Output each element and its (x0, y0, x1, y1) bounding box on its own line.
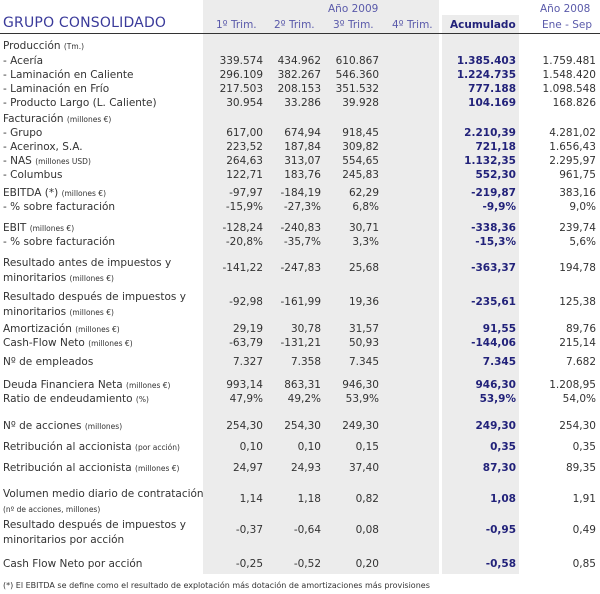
cell-q1: -63,79 (229, 337, 263, 349)
row-label-text: - % sobre facturación (3, 201, 116, 213)
cell-y2008: 239,74 (559, 222, 596, 234)
cell-q2: 674,94 (284, 127, 321, 139)
row-label (3, 323, 120, 335)
row-label-text: Resultado después de impuestos y (3, 291, 186, 303)
row-unit: (millones) (84, 422, 123, 431)
cell-q2: 434.962 (277, 55, 321, 67)
cell-q3: 25,68 (348, 262, 379, 274)
row-label (3, 97, 157, 109)
cell-y2008: 194,78 (559, 262, 596, 274)
cell-acc: -219,87 (471, 187, 516, 199)
cell-q3: 554,65 (342, 155, 379, 167)
cell-acc: 777.188 (468, 83, 516, 95)
cell-q2: -161,99 (280, 296, 321, 308)
cell-y2008: 4.281,02 (549, 127, 596, 139)
col-2008-header: Ene - Sep (542, 19, 593, 31)
cell-y2008: 254,30 (559, 420, 596, 432)
row-label-text: - NAS (3, 155, 32, 167)
cell-acc: -9,9% (482, 201, 516, 213)
cell-y2008: 1.548.420 (542, 69, 596, 81)
cell-q2: 33.286 (284, 97, 321, 109)
cell-acc: -144,06 (471, 337, 516, 349)
cell-q1: -0,37 (235, 524, 263, 536)
cell-acc: -15,3% (475, 236, 516, 248)
cell-q3: 546.360 (335, 69, 379, 81)
row-label-text: - Laminación en Frío (3, 83, 110, 95)
row-label-text: Amortización (3, 323, 72, 335)
cell-acc: 552,30 (475, 169, 516, 181)
cell-q3: 249,30 (342, 420, 379, 432)
row-label (3, 55, 43, 67)
row-label (3, 379, 170, 391)
cell-y2008: 961,75 (559, 169, 596, 181)
row-unit: (millones €) (61, 189, 106, 198)
cell-q1: 264,63 (226, 155, 263, 167)
row-label-text: Cash-Flow Neto (3, 337, 85, 349)
cell-y2008: 5,6% (569, 236, 596, 248)
row-unit: (millones €) (75, 325, 120, 334)
cell-q1: 1,14 (239, 493, 263, 505)
cell-y2008: 383,16 (559, 187, 596, 199)
row-unit: (Tm.) (63, 42, 84, 51)
cell-acc: 1.132,35 (464, 155, 516, 167)
cell-q3: 351.532 (335, 83, 379, 95)
cell-q2: 7.358 (290, 356, 321, 368)
cell-q2: -247,83 (280, 262, 321, 274)
cell-q2: 49,2% (287, 393, 321, 405)
cell-q1: 122,71 (226, 169, 263, 181)
cell-q1: -97,97 (229, 187, 263, 199)
row-label (3, 356, 93, 368)
cell-q2: -184,19 (280, 187, 321, 199)
row-label (3, 487, 204, 517)
cell-q2: -240,83 (280, 222, 321, 234)
cell-acc: 946,30 (475, 379, 516, 391)
row-unit: (nº de acciones, millones) (3, 505, 101, 514)
cell-q3: 31,57 (348, 323, 379, 335)
row-label (3, 141, 83, 153)
cell-acc: 87,30 (482, 462, 516, 474)
row-unit: (millones €) (135, 464, 180, 473)
cell-y2008: 1.098.548 (542, 83, 596, 95)
row-label (3, 169, 62, 181)
row-label-text: - Acerinox, S.A. (3, 141, 83, 153)
row-label-text-line2: minoritarios por acción (3, 534, 125, 546)
row-label (3, 113, 111, 125)
row-label-text: - Producto Largo (L. Caliente) (3, 97, 157, 109)
cell-acc: -0,58 (485, 558, 516, 570)
row-label-text: Volumen medio diario de contratación (3, 488, 204, 500)
row-label (3, 337, 133, 349)
cell-q2: 254,30 (284, 420, 321, 432)
cell-q3: 0,82 (355, 493, 379, 505)
cell-y2008: 1.208,95 (549, 379, 596, 391)
cell-q3: 39.928 (342, 97, 379, 109)
row-label-text: Cash Flow Neto por acción (3, 558, 143, 570)
row-label-text: Resultado antes de impuestos y (3, 257, 172, 269)
cell-acc: -363,37 (471, 262, 516, 274)
cell-q1: -92,98 (229, 296, 263, 308)
cell-q2: 1,18 (297, 493, 321, 505)
row-label-text: Facturación (3, 113, 64, 125)
cell-y2008: 89,35 (565, 462, 596, 474)
row-label-text: EBITDA (*) (3, 187, 59, 199)
row-label-text: Deuda Financiera Neta (3, 379, 123, 391)
page-title: GRUPO CONSOLIDADO (3, 15, 167, 31)
cell-q1: -20,8% (225, 236, 263, 248)
cell-q3: 3,3% (352, 236, 379, 248)
year-2009-header: Año 2009 (328, 3, 379, 15)
cell-y2008: 0,85 (572, 558, 596, 570)
cell-q1: 339.574 (219, 55, 263, 67)
row-label-text: - % sobre facturación (3, 236, 116, 248)
cell-q1: 7.327 (232, 356, 263, 368)
cell-q1: 993,14 (226, 379, 263, 391)
row-label (3, 127, 42, 139)
cell-y2008: 9,0% (569, 201, 596, 213)
cell-q3: 946,30 (342, 379, 379, 391)
cell-y2008: 168.826 (552, 97, 596, 109)
row-label (3, 222, 74, 234)
row-label (3, 155, 91, 167)
cell-q3: 30,71 (348, 222, 379, 234)
col-q1-header: 1º Trim. (216, 19, 257, 31)
cell-q3: 50,93 (348, 337, 379, 349)
row-label (3, 40, 84, 52)
cell-y2008: 1.759.481 (542, 55, 596, 67)
row-label-text: EBIT (3, 222, 27, 234)
row-label (3, 462, 179, 474)
cell-q1: -0,25 (235, 558, 263, 570)
row-label (3, 236, 115, 248)
row-label-text-line2: minoritarios (3, 306, 67, 318)
row-label-text: Resultado después de impuestos y (3, 519, 186, 531)
row-label-text: Retribución al accionista (3, 462, 132, 474)
row-unit: (%) (135, 395, 149, 404)
cell-acc: 0,35 (490, 441, 516, 453)
cell-q1: 617,00 (226, 127, 263, 139)
col-q3-header: 3º Trim. (333, 19, 374, 31)
cell-q3: 37,40 (348, 462, 379, 474)
cell-q2: 30,78 (290, 323, 321, 335)
cell-q2: 313,07 (284, 155, 321, 167)
cell-q1: 254,30 (226, 420, 263, 432)
row-label (3, 420, 122, 432)
cell-q2: 0,10 (297, 441, 321, 453)
cell-q3: 918,45 (342, 127, 379, 139)
cell-q2: -131,21 (280, 337, 321, 349)
cell-q3: 6,8% (352, 201, 379, 213)
cell-q2: 863,31 (284, 379, 321, 391)
row-label-text: - Grupo (3, 127, 43, 139)
cell-q3: 53,9% (345, 393, 379, 405)
cell-acc: -338,36 (471, 222, 516, 234)
header-divider (0, 33, 600, 34)
row-label-text: - Laminación en Caliente (3, 69, 134, 81)
row-label (3, 69, 134, 81)
cell-q1: 217.503 (219, 83, 263, 95)
cell-q3: 610.867 (335, 55, 379, 67)
cell-q2: 382.267 (277, 69, 321, 81)
cell-q2: 187,84 (284, 141, 321, 153)
row-label (3, 558, 142, 570)
row-label (3, 290, 186, 320)
cell-acc: 1,08 (490, 493, 516, 505)
row-label-text: Producción (3, 40, 61, 52)
cell-q2: -35,7% (283, 236, 321, 248)
cell-acc: 91,55 (482, 323, 516, 335)
row-label (3, 201, 115, 213)
cell-y2008: 0,35 (572, 441, 596, 453)
cell-acc: 721,18 (475, 141, 516, 153)
cell-q1: -141,22 (222, 262, 263, 274)
row-unit: (millones USD) (35, 157, 91, 166)
row-unit: (millones €) (126, 381, 171, 390)
cell-q3: 62,29 (348, 187, 379, 199)
row-label (3, 187, 106, 199)
cell-q3: 19,36 (348, 296, 379, 308)
cell-q1: 296.109 (219, 69, 263, 81)
cell-acc: 1.385.403 (456, 55, 516, 67)
row-unit: (millones €) (29, 224, 75, 233)
row-unit: (por acción) (135, 443, 180, 452)
cell-acc: 53,9% (479, 393, 516, 405)
row-label (3, 518, 186, 548)
cell-q1: 29,19 (232, 323, 263, 335)
cell-q1: 24,97 (232, 462, 263, 474)
cell-y2008: 0,49 (572, 524, 596, 536)
cell-y2008: 2.295,97 (549, 155, 596, 167)
row-label-text: - Columbus (3, 169, 63, 181)
cell-acc: 1.224.735 (456, 69, 516, 81)
cell-q3: 0,15 (355, 441, 379, 453)
row-label-text: Retribución al accionista (3, 441, 132, 453)
cell-q1: -128,24 (222, 222, 263, 234)
col-q4-header: 4º Trim. (392, 19, 433, 31)
cell-acc: 104.169 (468, 97, 516, 109)
cell-q2: 183,76 (284, 169, 321, 181)
cell-y2008: 89,76 (565, 323, 596, 335)
cell-q1: 0,10 (239, 441, 263, 453)
row-unit: (millones €) (69, 274, 114, 283)
row-label (3, 441, 180, 453)
cell-q3: 0,08 (355, 524, 379, 536)
cell-y2008: 1.656,43 (549, 141, 596, 153)
cell-acc: 249,30 (475, 420, 516, 432)
cell-acc: -0,95 (485, 524, 516, 536)
cell-y2008: 215,14 (559, 337, 596, 349)
row-unit: (millones €) (69, 308, 114, 317)
row-unit: (millones €) (66, 115, 112, 124)
cell-q1: 223,52 (226, 141, 263, 153)
row-unit: (millones €) (88, 339, 133, 348)
footnote: (*) El EBITDA se define como el resultado de explotación más dotación de amortizaciones más provisiones (3, 581, 430, 590)
row-label (3, 83, 109, 95)
row-label-text: - Acería (3, 55, 44, 67)
row-label (3, 256, 171, 286)
row-label-text-line2: minoritarios (3, 272, 67, 284)
cell-y2008: 125,38 (559, 296, 596, 308)
cell-q1: 30.954 (226, 97, 263, 109)
cell-q2: -27,3% (283, 201, 321, 213)
cell-q2: 208.153 (277, 83, 321, 95)
cell-q1: -15,9% (225, 201, 263, 213)
cell-q3: 245,83 (342, 169, 379, 181)
cell-q2: -0,52 (293, 558, 321, 570)
row-label (3, 393, 149, 405)
year-2008-header: Año 2008 (540, 3, 591, 15)
row-label-text: Ratio de endeudamiento (3, 393, 133, 405)
cell-acc: 7.345 (482, 356, 516, 368)
row-label-text: Nº de acciones (3, 420, 82, 432)
cell-q3: 0,20 (355, 558, 379, 570)
cell-q2: 24,93 (290, 462, 321, 474)
col-accumulated-header: Acumulado (450, 19, 516, 31)
cell-acc: 2.210,39 (464, 127, 516, 139)
cell-y2008: 54,0% (562, 393, 596, 405)
cell-q2: -0,64 (293, 524, 321, 536)
cell-y2008: 1,91 (572, 493, 596, 505)
cell-acc: -235,61 (471, 296, 516, 308)
cell-q3: 309,82 (342, 141, 379, 153)
cell-q3: 7.345 (348, 356, 379, 368)
row-label-text: Nº de empleados (3, 356, 94, 368)
cell-q1: 47,9% (229, 393, 263, 405)
col-q2-header: 2º Trim. (274, 19, 315, 31)
cell-y2008: 7.682 (565, 356, 596, 368)
